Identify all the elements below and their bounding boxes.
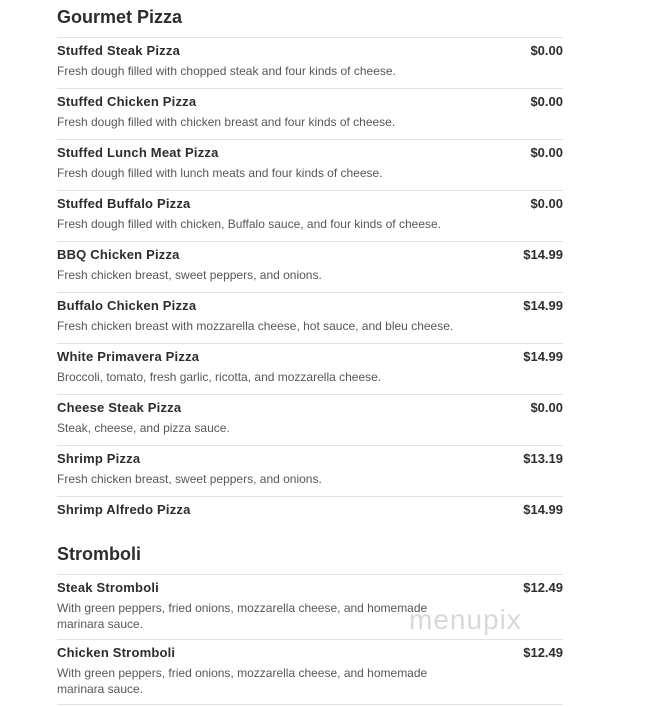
menu-item-row bbox=[57, 401, 563, 415]
menu-item-description: Fresh dough filled with chicken, Buffalo sauce, and four kinds of cheese. bbox=[57, 217, 442, 231]
menu-item bbox=[57, 639, 563, 704]
menu-item-description: Broccoli, tomato, fresh garlic, ricotta, and mozzarella cheese. bbox=[57, 370, 382, 384]
menu-item-name: Buffalo Chicken Pizza bbox=[57, 298, 197, 313]
menu-item-row bbox=[57, 646, 563, 660]
section-gourmet-pizza bbox=[57, 7, 563, 526]
menu-item-price: $0.00 bbox=[530, 145, 563, 160]
menu-item-name: Shrimp Alfredo Pizza bbox=[57, 502, 191, 517]
menu-item-price: $14.99 bbox=[523, 247, 563, 262]
menu-item-price: $0.00 bbox=[530, 400, 563, 415]
menu-item-price: $12.49 bbox=[523, 645, 563, 660]
menu-item-name: Stuffed Steak Pizza bbox=[57, 43, 180, 58]
menu-item-price: $12.49 bbox=[523, 580, 563, 595]
menu-item bbox=[57, 445, 563, 496]
menu-item-row bbox=[57, 299, 563, 313]
menu-page bbox=[57, 0, 563, 705]
menu-item bbox=[57, 496, 563, 526]
menu-item-price: $0.00 bbox=[530, 43, 563, 58]
menu-item-price: $0.00 bbox=[530, 196, 563, 211]
menu-item-description: With green peppers, fried onions, mozzarella cheese, and homemade marinara sauce. bbox=[57, 601, 428, 631]
section-stromboli bbox=[57, 544, 563, 705]
menu-item-price: $14.99 bbox=[523, 502, 563, 517]
menu-item-row bbox=[57, 248, 563, 262]
menu-item bbox=[57, 292, 563, 343]
menu-item-name: White Primavera Pizza bbox=[57, 349, 200, 364]
menu-item-description: Fresh chicken breast with mozzarella cheese, hot sauce, and bleu cheese. bbox=[57, 319, 454, 333]
menu-item bbox=[57, 574, 563, 639]
menu-item-name: BBQ Chicken Pizza bbox=[57, 247, 180, 262]
menu-item-row bbox=[57, 146, 563, 160]
menu-item bbox=[57, 139, 563, 190]
menu-item-row bbox=[57, 197, 563, 211]
section-title-stromboli: Stromboli bbox=[57, 544, 141, 564]
menu-item-name: Stuffed Buffalo Pizza bbox=[57, 196, 191, 211]
menu-item-row bbox=[57, 503, 563, 517]
menu-item bbox=[57, 88, 563, 139]
menu-item-price: $13.19 bbox=[523, 451, 563, 466]
section-title-gourmet-pizza: Gourmet Pizza bbox=[57, 7, 183, 27]
menu-item-name: Chicken Stromboli bbox=[57, 645, 176, 660]
menu-item-description: Fresh dough filled with chopped steak and four kinds of cheese. bbox=[57, 64, 396, 78]
menu-item-row bbox=[57, 95, 563, 109]
menu-item bbox=[57, 394, 563, 445]
menu-item-description: With green peppers, fried onions, mozzarella cheese, and homemade marinara sauce. bbox=[57, 666, 428, 696]
menu-item-row bbox=[57, 452, 563, 466]
menu-item bbox=[57, 241, 563, 292]
menu-item bbox=[57, 343, 563, 394]
menu-item-description: Fresh dough filled with chicken breast and four kinds of cheese. bbox=[57, 115, 396, 129]
menu-item-name: Cheese Steak Pizza bbox=[57, 400, 182, 415]
menu-item-name: Stuffed Lunch Meat Pizza bbox=[57, 145, 219, 160]
menu-item bbox=[57, 190, 563, 241]
menu-item-description: Fresh dough filled with lunch meats and four kinds of cheese. bbox=[57, 166, 383, 180]
menu-item-price: $0.00 bbox=[530, 94, 563, 109]
menu-item-row bbox=[57, 44, 563, 58]
menu-item-row bbox=[57, 581, 563, 595]
menu-item-name: Steak Stromboli bbox=[57, 580, 159, 595]
section-items-gourmet-pizza bbox=[57, 37, 563, 526]
menupix-watermark: menupix bbox=[409, 604, 522, 635]
menu-item-price: $14.99 bbox=[523, 298, 563, 313]
menu-item bbox=[57, 37, 563, 88]
section-items-stromboli bbox=[57, 574, 563, 705]
menu-item-description: Fresh chicken breast, sweet peppers, and onions. bbox=[57, 268, 322, 282]
menu-item-row bbox=[57, 350, 563, 364]
menu-item-description: Fresh chicken breast, sweet peppers, and onions. bbox=[57, 472, 322, 486]
menu-item-price: $14.99 bbox=[523, 349, 563, 364]
menu-item-name: Shrimp Pizza bbox=[57, 451, 141, 466]
menu-item-description: Steak, cheese, and pizza sauce. bbox=[57, 421, 230, 435]
menu-item-name: Stuffed Chicken Pizza bbox=[57, 94, 197, 109]
